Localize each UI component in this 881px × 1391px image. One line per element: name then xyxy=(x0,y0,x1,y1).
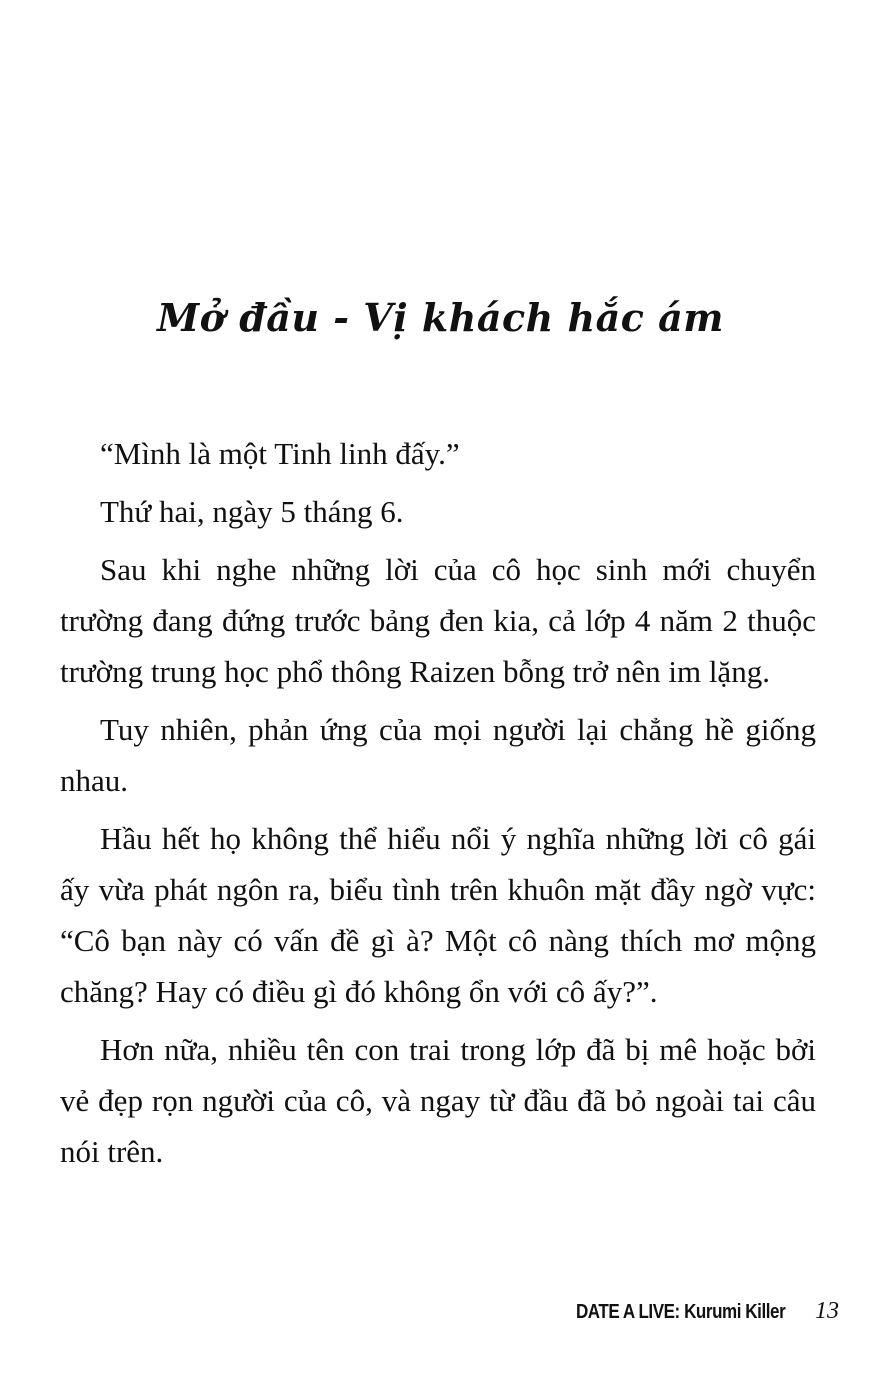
chapter-title: Mở đầu - Vị khách hắc ám xyxy=(157,295,724,341)
paragraph: Hơn nữa, nhiều tên con trai trong lớp đã bị mê hoặc bởi vẻ đẹp rọn người của cô, và ngay từ đầu đã bỏ ngoài tai câu nói trên. xyxy=(60,1032,816,1169)
paragraph: Thứ hai, ngày 5 tháng 6. xyxy=(100,494,404,529)
paragraph: “Mình là một Tinh linh đấy.” xyxy=(100,436,460,471)
paragraph: Tuy nhiên, phản ứng của mọi người lại chẳng hề giống nhau. xyxy=(60,712,816,798)
page-footer xyxy=(539,1298,839,1325)
page-number: 13 xyxy=(815,1298,839,1324)
chapter-body xyxy=(60,428,816,1184)
paragraph: Sau khi nghe những lời của cô học sinh mới chuyển trường đang đứng trước bảng đen kia, cả lớp 4 năm 2 thuộc trường trung học phổ thông Raizen bỗng trở nên im lặng. xyxy=(60,552,816,689)
running-title: DATE A LIVE: Kurumi Killer xyxy=(575,1301,785,1323)
paragraph: Hầu hết họ không thể hiểu nổi ý nghĩa những lời cô gái ấy vừa phát ngôn ra, biểu tình trên khuôn mặt đầy ngờ vực: “Cô bạn này có vấn đề gì à? Một cô nàng thích mơ mộng chăng? Hay có điều gì đó không ổn với cô ấy?”. xyxy=(60,821,816,1009)
